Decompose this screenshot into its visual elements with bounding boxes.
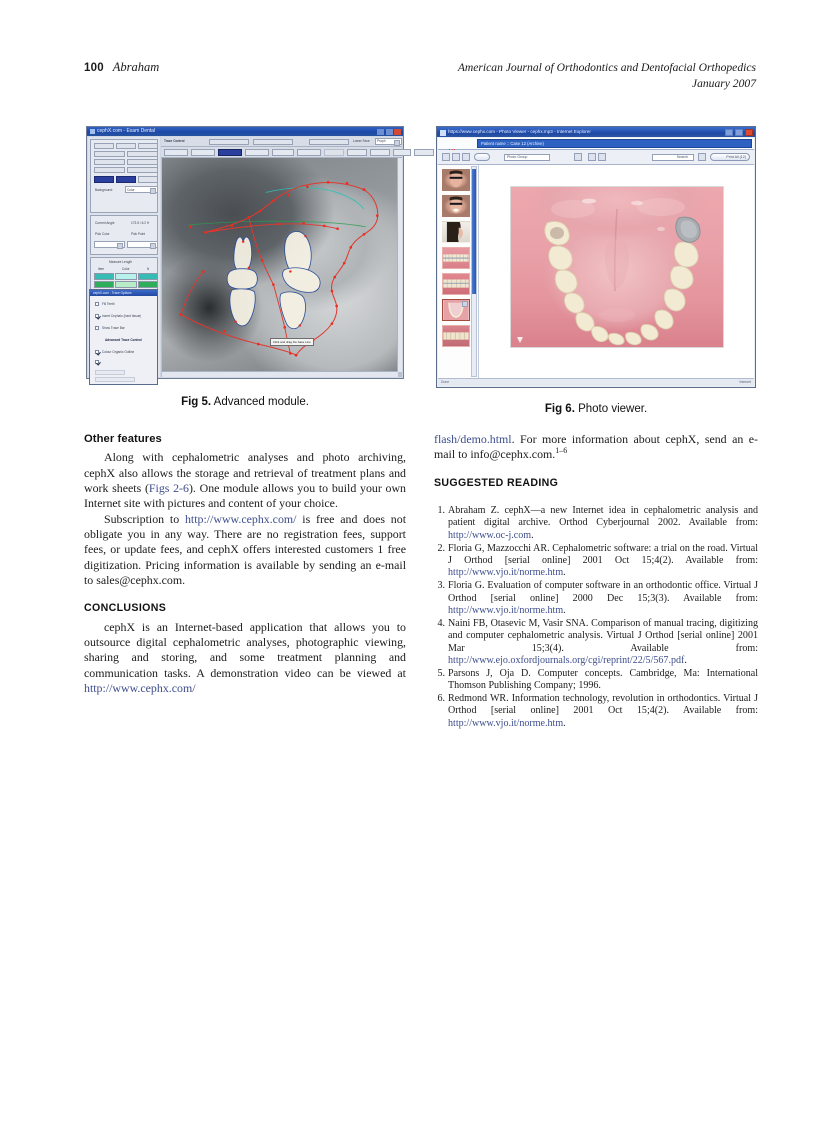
ceph-window-title: cephX.com - Exam Dental <box>97 128 156 134</box>
figure-6-caption <box>434 403 758 415</box>
ceph-vertical-scrollbar[interactable] <box>397 158 402 372</box>
list-button[interactable] <box>94 159 125 165</box>
dialog-cancel-button[interactable] <box>95 377 135 382</box>
figure-6-text: Photo viewer. <box>578 403 648 415</box>
profile-photo-icon <box>443 222 469 242</box>
dialog-title: cephX.com - Trace Options <box>93 290 132 295</box>
patient-tab[interactable] <box>477 139 752 148</box>
demo-url-continuation[interactable]: flash/demo.html <box>434 432 512 446</box>
window-controls[interactable] <box>377 129 401 135</box>
figure-5-caption <box>84 396 406 408</box>
reference-text: Abraham Z. cephX—a new Internet idea in cephalometric analysis and patient digital archive. Orthod Cyberjournal 2002. Available from: <box>448 505 758 529</box>
occlusal-photograph[interactable] <box>510 186 724 348</box>
list-item[interactable] <box>442 247 470 269</box>
measure-col-item: Item <box>98 267 105 271</box>
scrollbar-knob[interactable] <box>472 169 476 294</box>
reference-number: 4. <box>437 617 445 629</box>
maximize-icon[interactable] <box>735 129 743 136</box>
para1-part-a: Along with cephalometric analyses and photo archiving, cephX also allows the storage and retrieval of treatment plans and work sheets ( <box>84 450 406 496</box>
edit-button[interactable] <box>474 153 490 161</box>
analysis-button[interactable] <box>370 149 390 156</box>
browser-titlebar <box>437 127 755 137</box>
reference-text-end: . <box>684 655 687 667</box>
reference-text-end: . <box>563 567 566 579</box>
para3-part-a: cephX is an Internet-based application that allows you to outsource digital cephalometric analyses, photographic viewing, sharing and storing, and some treatment planning and communication tasks. A demonstration video can be viewed at <box>84 619 406 680</box>
reference-link[interactable]: http://www.oc-j.com <box>448 529 532 541</box>
table-row[interactable] <box>94 281 114 288</box>
pick-color-label: Pick Color <box>95 232 110 236</box>
reference-item <box>434 505 758 542</box>
ceph-toolbar-top <box>161 137 402 147</box>
measure-col-color: Color <box>122 267 130 271</box>
table-row[interactable] <box>115 273 137 280</box>
search-icon[interactable] <box>698 153 706 161</box>
ceph-toolbar-buttons <box>161 147 402 158</box>
table-row[interactable] <box>138 273 158 280</box>
pick-color-select[interactable] <box>94 241 125 248</box>
figure-5-image <box>86 126 404 379</box>
trace-tooltip: Click and drag the base Line <box>270 338 314 346</box>
photo-viewer-window <box>436 126 756 388</box>
print-button[interactable] <box>116 176 136 183</box>
next-arrow-icon[interactable] <box>564 153 569 161</box>
hili-button[interactable] <box>272 149 294 156</box>
generate-button[interactable] <box>209 139 249 145</box>
intraoral-lateral-icon <box>443 274 469 294</box>
background-label: Background: <box>95 188 113 192</box>
thumbnail-scrollbar[interactable] <box>471 166 477 377</box>
heading-spacer <box>434 494 758 505</box>
browser-icon <box>440 130 446 136</box>
photo-main-area <box>479 165 754 378</box>
figs-cross-reference[interactable]: Figs 2-6 <box>148 481 189 496</box>
photo-viewer-toolbar <box>438 150 754 165</box>
minimize-icon[interactable] <box>725 129 733 136</box>
list-item[interactable] <box>442 325 470 347</box>
intraoral-occlusal-lower-icon <box>443 326 469 346</box>
opt-button[interactable] <box>297 149 321 156</box>
list-item[interactable] <box>442 169 470 191</box>
reference-item <box>434 618 758 668</box>
para-cont-text: . For more information about cephX, send an e-mail to info@cephx.com. <box>434 432 758 462</box>
ceph-trace-area <box>161 137 402 377</box>
cephx-logo <box>440 140 470 148</box>
overlay-button[interactable] <box>191 149 215 156</box>
photo-content <box>511 187 723 347</box>
ceph-titlebar <box>87 127 403 136</box>
prev-arrow-icon[interactable] <box>496 153 501 161</box>
ceph2-button[interactable] <box>218 149 242 156</box>
patient-tab-label: Patient name :: Case 12 (Archive) <box>481 141 544 147</box>
heading-suggested-reading: SUGGESTED READING <box>434 476 559 489</box>
list-item[interactable] <box>442 195 470 217</box>
demo-url-link[interactable]: http://www.cephx.com/ <box>84 681 196 696</box>
reference-link[interactable]: http://www.vjo.it/norme.htm <box>448 567 564 579</box>
running-head <box>84 60 756 100</box>
option-label-colour-organic: Colour Organic Outline <box>102 350 135 354</box>
measure-col-n: N <box>147 267 150 271</box>
reference-link[interactable]: http://www.ejo.oxfordjournals.org/cgi/reprint/22/5/567.pdf <box>448 655 685 667</box>
photo-viewer-body <box>438 165 754 378</box>
figure-5-number: Fig 5. <box>181 396 212 408</box>
close-icon[interactable] <box>394 129 401 135</box>
list-item-selected[interactable] <box>442 299 470 321</box>
figure-6-image <box>436 126 756 388</box>
offs-button[interactable] <box>347 149 367 156</box>
browser-window-title: https://www.cephx.com - Photo Viewer - cephx.mp3 - Internet Explorer <box>448 129 591 134</box>
checkbox-fill-teeth[interactable] <box>95 302 99 306</box>
reference-text: Floria G, Mazzocchi AR. Cephalometric software: a trial on the road. Virtual J Orthod [serial online] 2001 Oct 15;4(2). Available from: <box>448 542 758 567</box>
reset-button[interactable] <box>138 143 158 149</box>
dialog-ok-button[interactable] <box>95 370 125 375</box>
reference-number: 1. <box>437 505 445 517</box>
zoom-button[interactable] <box>393 149 411 156</box>
right-text-column <box>434 432 758 731</box>
checkbox-extra[interactable] <box>95 360 99 364</box>
ceph-angle-panel <box>90 215 158 255</box>
reference-item <box>434 543 758 580</box>
current-angle-value: 173.5 / 6.2 H <box>131 221 150 225</box>
trace-options-dialog <box>89 289 158 385</box>
zoom-in-icon[interactable] <box>588 153 596 161</box>
reference-text: Floria G. Evaluation of computer software in an orthodontic office. Virtual J Orthod [serial online] 2000 Dec 15;3(3). Available from: <box>448 580 758 604</box>
close-button[interactable] <box>138 176 158 183</box>
reference-text-end: . <box>531 529 534 541</box>
face-smiling-icon <box>443 196 469 216</box>
figure-6-number: Fig 6. <box>544 403 575 415</box>
zoom-out-icon[interactable] <box>598 153 606 161</box>
left-text-column <box>84 432 406 697</box>
ceph-app-window <box>86 126 404 379</box>
reference-text: Naini FB, Otasevic M, Vasir SNA. Comparison of manual tracing, digitizing and computer cephalometric analysis. Virtual J Orthod [serial online] 2001 Mar 15;3(4). Available from: <box>448 617 758 654</box>
paragraph-continued <box>434 432 758 463</box>
photo-group-label: Photo Group <box>507 155 528 159</box>
close-icon[interactable] <box>745 129 753 136</box>
para2-part-a: Subscription to <box>104 511 185 526</box>
lower-face-value: Proph <box>377 139 386 143</box>
ceph-horizontal-scrollbar[interactable] <box>162 371 398 377</box>
folder-icon[interactable] <box>462 153 470 161</box>
chevron-down-icon[interactable] <box>554 153 559 161</box>
cephx-url-link[interactable]: http://www.cephx.com/ <box>184 511 297 526</box>
reference-number: 3. <box>437 580 445 592</box>
option-label-show-trace-bar: Show Trace Bar <box>102 326 125 330</box>
search-label: Search <box>676 155 688 159</box>
grid-view-icon[interactable] <box>574 153 582 161</box>
zoom-in-button[interactable] <box>94 143 114 149</box>
background-value: Color <box>127 188 135 192</box>
pick-point-label: Pick Point <box>131 232 146 236</box>
blank-button[interactable] <box>324 149 344 156</box>
status-right-text: Internet <box>739 380 751 384</box>
journal-title: American Journal of Orthodontics and Dentofacial Orthopedics <box>457 61 756 74</box>
list-item[interactable] <box>442 221 470 243</box>
edit-points-button[interactable] <box>127 151 158 157</box>
reference-superscript: 1–6 <box>555 446 568 456</box>
checkbox-show-trace-bar[interactable] <box>95 326 99 330</box>
table-row[interactable] <box>94 273 114 280</box>
para1-part-b: ). One module allows you to build your own Internet site with pictures and content of your choice. <box>84 481 406 511</box>
face-photo-icon <box>443 170 469 190</box>
cephalometric-radiograph[interactable] <box>162 158 398 372</box>
dialog-heading: Advanced Trace Control <box>105 338 142 342</box>
browser-window-controls[interactable] <box>725 129 753 136</box>
heading-other-features: Other features <box>84 433 162 445</box>
para2-part-b: is free and does not obligate you in any way. There are no registration fees, support fees, or update fees, and cephX offers interested customers 1 free digitization. Pricing information is available by sending an e-mail to sales@cephx.com. <box>84 511 406 588</box>
occlusal-photo-icon <box>443 300 469 320</box>
app-icon <box>90 129 95 134</box>
option-label-fill-teeth: Fill Teeth <box>102 302 115 306</box>
lower-face-label: Lower Face <box>353 139 370 143</box>
paragraph-other-features <box>84 450 406 511</box>
reference-link[interactable]: http://www.vjo.it/norme.htm <box>448 605 564 617</box>
reference-text: Parsons J, Oja D. Computer concepts. Cambridge, Ma: International Thomson Publishing Company; 1996. <box>448 667 758 692</box>
photo-viewer-tabrow <box>438 138 754 150</box>
reload-image-button[interactable] <box>127 167 158 173</box>
restore-points-button[interactable] <box>94 151 125 157</box>
table-row[interactable] <box>115 281 137 288</box>
photos-icon[interactable] <box>452 153 460 161</box>
paragraph-subscription <box>84 512 406 589</box>
reference-text-end: . <box>563 605 566 617</box>
reference-item <box>434 693 758 730</box>
issue-date: January 2007 <box>691 76 756 90</box>
browser-statusbar <box>438 378 754 386</box>
reference-number: 2. <box>437 542 445 554</box>
landmark-button[interactable] <box>253 139 293 145</box>
reference-number: 5. <box>437 667 445 679</box>
reference-text-end: . <box>563 717 566 729</box>
undo-image-button[interactable] <box>94 167 125 173</box>
running-head-left <box>84 60 159 75</box>
pick-point-select[interactable] <box>127 241 158 248</box>
checkbox-colour-organic-outline[interactable] <box>95 350 99 354</box>
zoom-out-button[interactable] <box>116 143 136 149</box>
ceph-tools-panel <box>90 139 158 213</box>
maximize-icon[interactable] <box>386 129 393 135</box>
list-item[interactable] <box>442 273 470 295</box>
running-head-right <box>458 60 756 91</box>
paragraph-conclusions <box>84 620 406 697</box>
intraoral-frontal-icon <box>443 248 469 268</box>
trace-control-label: Trace Control <box>164 139 185 143</box>
reference-list <box>434 505 758 730</box>
measure-table-title: Measure Length <box>109 259 133 264</box>
skeletal-button[interactable] <box>309 139 349 145</box>
current-angle-label: Current Angle <box>95 221 115 225</box>
print-all-label: Print All (12) <box>726 155 746 159</box>
profile-button[interactable] <box>414 149 434 156</box>
reference-link[interactable]: http://www.vjo.it/norme.htm <box>448 717 564 729</box>
print-icon[interactable] <box>442 153 450 161</box>
status-left-text: Done <box>441 380 450 384</box>
table-row[interactable] <box>138 281 158 288</box>
running-head-author: Abraham <box>112 60 160 74</box>
thumbnail-strip[interactable] <box>438 165 479 378</box>
align-button[interactable] <box>127 159 158 165</box>
minimize-icon[interactable] <box>377 129 384 135</box>
page-number: 100 <box>84 62 104 74</box>
golf-button[interactable] <box>245 149 269 156</box>
reference-number: 6. <box>437 693 445 705</box>
checkbox-insert-cephalo[interactable] <box>95 314 99 318</box>
save-button[interactable] <box>94 176 114 183</box>
figure-5-text: Advanced module. <box>213 396 309 408</box>
reference-text: Redmond WR. Information technology, revolution in orthodontics. Virtual J Orthod [serial online] 2001 Oct 15;4(2). Available from: <box>448 693 758 717</box>
section-spacer <box>84 588 406 601</box>
option-label-insert-cephalo: Insert Cephalo (hard tissue) <box>102 314 142 318</box>
digitize-button[interactable] <box>164 149 188 156</box>
reference-item <box>434 668 758 693</box>
reference-item <box>434 580 758 617</box>
section-spacer <box>434 463 758 476</box>
heading-conclusions: CONCLUSIONS <box>84 602 167 615</box>
ceph-left-panel <box>88 137 160 377</box>
